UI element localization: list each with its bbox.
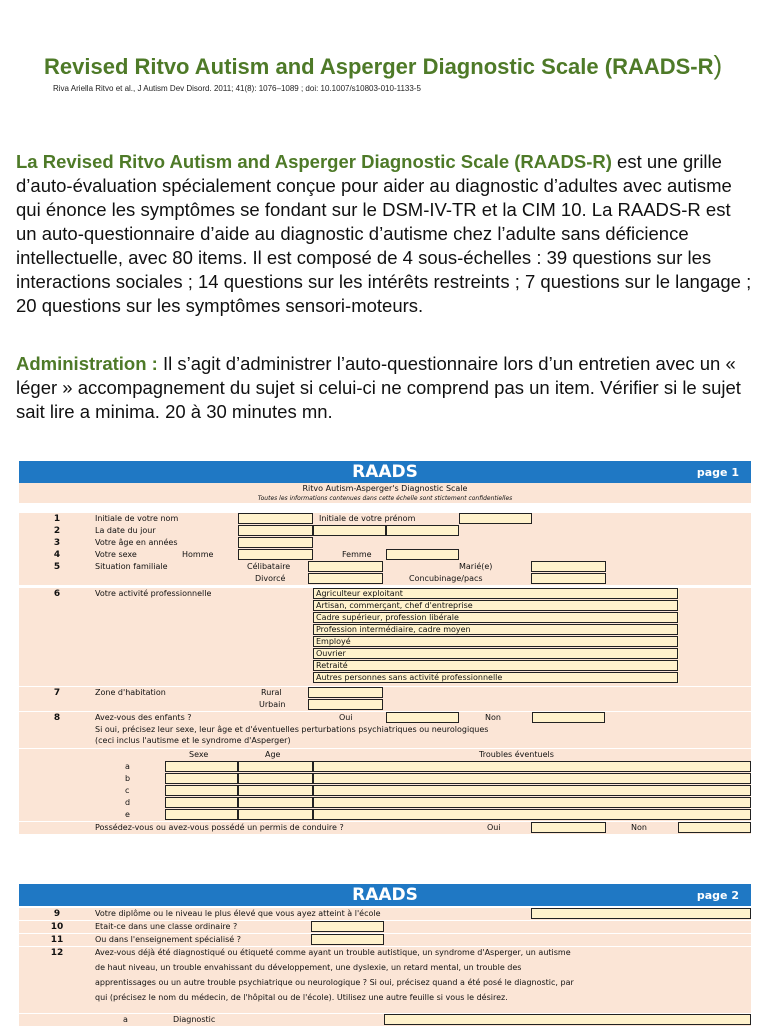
question-4-row (19, 549, 751, 561)
page-number: page 2 (696, 889, 739, 902)
option-label: Marié(e) (459, 562, 493, 571)
child-row (19, 785, 751, 797)
question-number: 7 (53, 688, 61, 698)
option-label: Oui (487, 823, 501, 832)
question-number: 9 (53, 909, 61, 919)
child-letter: e (125, 810, 130, 819)
profession-option-label: Artisan, commerçant, chef d'entreprise (316, 601, 473, 610)
question-8-details (19, 724, 751, 748)
enfants-oui-checkbox[interactable] (386, 712, 459, 723)
marie-checkbox[interactable] (531, 561, 606, 572)
profession-option-label: Employé (316, 637, 351, 646)
date-input[interactable] (238, 525, 313, 536)
enfants-non-checkbox[interactable] (532, 712, 605, 723)
option-label: Rural (261, 688, 282, 697)
question-label: Etait-ce dans une classe ordinaire ? (95, 922, 238, 931)
question-number: 5 (53, 562, 61, 572)
child-row (19, 797, 751, 809)
citation: Riva Ariella Ritvo et al., J Autism Dev Disord. 2011; 41(8): 1076–1089 ; doi: 10.1007/s10803-010-1133-5 (53, 84, 421, 93)
question-5-row (19, 561, 751, 573)
permis-non-checkbox[interactable] (678, 822, 751, 833)
age-input[interactable] (238, 537, 313, 548)
question-2-row (19, 525, 751, 537)
profession-option-label: Ouvrier (316, 649, 346, 658)
profession-option-label: Retraité (316, 661, 348, 670)
question-number: 10 (50, 922, 64, 932)
question-8-row (19, 712, 751, 724)
confidential-note: Toutes les informations contenues dans cette échelle sont stictement confidentielles (19, 494, 751, 503)
homme-checkbox[interactable] (238, 549, 313, 560)
children-table-header (19, 749, 751, 761)
option-label: Femme (342, 550, 372, 559)
profession-option[interactable] (313, 648, 678, 659)
question-detail: Si oui, précisez leur sexe, leur âge et d'éventuelles perturbations psychiatriques ou neurologiques (95, 725, 489, 734)
profession-option[interactable] (313, 612, 678, 623)
child-cell-input[interactable] (313, 797, 751, 808)
child-row (19, 773, 751, 785)
child-cell-input[interactable] (238, 761, 313, 772)
question-label: apprentissages ou un autre trouble psychiatrique ou neurologique ? Si oui, précisez quand a été posé le diagnostic, par (95, 978, 574, 987)
question-label: Initiale de votre nom (95, 514, 179, 523)
child-cell-input[interactable] (238, 797, 313, 808)
question-3-row (19, 537, 751, 549)
option-label: Homme (182, 550, 214, 559)
administration-label: Administration : (16, 353, 158, 374)
question-number: 8 (53, 713, 61, 723)
profession-option[interactable] (313, 660, 678, 671)
option-label: Célibataire (247, 562, 291, 571)
question-10-row (19, 921, 751, 933)
date-input[interactable] (313, 525, 386, 536)
profession-option[interactable] (313, 600, 678, 611)
enseignement-specialise-checkbox[interactable] (311, 934, 384, 945)
question-detail: (ceci inclus l'autisme et le syndrome d'Asperger) (95, 736, 291, 745)
child-cell-input[interactable] (313, 785, 751, 796)
child-row (19, 761, 751, 773)
child-cell-input[interactable] (165, 773, 238, 784)
option-label: Oui (339, 713, 353, 722)
profession-option-label: Agriculteur exploitant (316, 589, 403, 598)
permis-row (19, 822, 751, 834)
question-number: 2 (53, 526, 61, 536)
question-label: Avez-vous déjà été diagnostiqué ou étiqueté comme ayant un trouble autistique, un syndrome d'Asperger, un autisme (95, 948, 571, 957)
child-cell-input[interactable] (313, 761, 751, 772)
celibataire-checkbox[interactable] (308, 561, 383, 572)
divorce-checkbox[interactable] (308, 573, 383, 584)
child-cell-input[interactable] (238, 809, 313, 820)
question-label: Votre sexe (95, 550, 137, 559)
form-title: RAADS (352, 462, 418, 482)
form-page-2 (19, 884, 751, 1024)
intro-paragraph (16, 150, 756, 318)
question-6-row (19, 588, 751, 686)
profession-option-label: Profession intermédiaire, cadre moyen (316, 625, 471, 634)
question-label: Votre activité professionnelle (95, 589, 212, 598)
question-label: La date du jour (95, 526, 156, 535)
page-number: page 1 (696, 466, 739, 479)
urbain-checkbox[interactable] (308, 699, 383, 710)
question-12a-row (19, 1014, 751, 1026)
child-letter: d (125, 798, 131, 807)
date-input[interactable] (386, 525, 459, 536)
intro-highlight: La Revised Ritvo Autism and Asperger Diagnostic Scale (RAADS-R) (16, 151, 612, 172)
question-label: Possédez-vous ou avez-vous possédé un permis de conduire ? (95, 823, 344, 832)
option-label: Non (631, 823, 647, 832)
question-label: Initiale de votre prénom (319, 514, 416, 523)
administration-paragraph (16, 352, 756, 424)
permis-oui-checkbox[interactable] (531, 822, 606, 833)
question-number: 1 (53, 514, 61, 524)
option-label: Divorcé (255, 574, 286, 583)
form-page-1 (19, 461, 751, 837)
question-number: 12 (50, 948, 64, 958)
question-label: Avez-vous des enfants ? (95, 713, 192, 722)
question-number: 4 (53, 550, 61, 560)
child-cell-input[interactable] (165, 797, 238, 808)
question-5b-row (19, 573, 751, 585)
child-letter: a (125, 762, 130, 771)
classe-ordinaire-checkbox[interactable] (311, 921, 384, 932)
profession-option-label: Autres personnes sans activité professionnelle (316, 673, 503, 682)
question-label: qui (précisez le nom du médecin, de l'hôpital ou de l'école). Utilisez une autre feuille si vous le désirez. (95, 993, 508, 1002)
question-label: de haut niveau, un trouble envahissant du développement, une dyslexie, un retard mental, un trouble des (95, 963, 522, 972)
question-number: 6 (53, 589, 61, 599)
child-cell-input[interactable] (165, 761, 238, 772)
question-9-row (19, 908, 751, 920)
diagnostic-input[interactable] (384, 1014, 751, 1025)
prenom-initial-input[interactable] (459, 513, 532, 524)
child-row (19, 809, 751, 821)
option-label: Urbain (259, 700, 286, 709)
child-cell-input[interactable] (238, 773, 313, 784)
form-title: RAADS (352, 885, 418, 905)
column-header: Sexe (189, 750, 209, 759)
question-12-row (19, 947, 751, 1013)
question-7-row (19, 687, 751, 711)
child-letter: b (125, 774, 131, 783)
administration-text: Il s’agit d’administrer l’auto-questionnaire lors d’un entretien avec un « léger » accompagnement du sujet si celui-ci ne comprend pas un item. Vérifier si le sujet sait lire a minima. 20 à 30 minutes mn. (16, 353, 741, 422)
question-label: Diagnostic (173, 1015, 216, 1024)
item-letter: a (123, 1015, 128, 1024)
nom-initial-input[interactable] (238, 513, 313, 524)
form-header (19, 884, 751, 906)
column-header: Troubles éventuels (479, 750, 554, 759)
child-cell-input[interactable] (313, 773, 751, 784)
profession-option[interactable] (313, 588, 678, 599)
question-number: 11 (50, 935, 64, 945)
question-label: Zone d'habitation (95, 688, 166, 697)
diplome-input[interactable] (531, 908, 751, 919)
form-subtitle: Ritvo Autism-Asperger's Diagnostic Scale (19, 483, 751, 494)
question-11-row (19, 934, 751, 946)
rural-checkbox[interactable] (308, 687, 383, 698)
form-header (19, 461, 751, 483)
question-label: Votre diplôme ou le niveau le plus élevé que vous ayez atteint à l'école (95, 909, 381, 918)
profession-option-label: Cadre supérieur, profession libérale (316, 613, 459, 622)
option-label: Concubinage/pacs (409, 574, 483, 583)
child-cell-input[interactable] (165, 809, 238, 820)
question-number: 3 (53, 538, 61, 548)
femme-checkbox[interactable] (386, 549, 459, 560)
profession-option[interactable] (313, 636, 678, 647)
question-label: Votre âge en années (95, 538, 178, 547)
profession-option[interactable] (313, 624, 678, 635)
child-cell-input[interactable] (165, 785, 238, 796)
child-cell-input[interactable] (238, 785, 313, 796)
concubinage-checkbox[interactable] (531, 573, 606, 584)
question-label: Ou dans l'enseignement spécialisé ? (95, 935, 241, 944)
question-1-row (19, 513, 751, 525)
option-label: Non (485, 713, 501, 722)
profession-option[interactable] (313, 672, 678, 683)
child-letter: c (125, 786, 130, 795)
question-label: Situation familiale (95, 562, 168, 571)
child-cell-input[interactable] (313, 809, 751, 820)
intro-text: est une grille d’auto-évaluation spécialement conçue pour aider au diagnostic d’adultes avec autisme qui énonce les symptômes se fondant sur le DSM-IV-TR et la CIM 10. La RAADS-R est un auto-questionnaire d’aide au diagnostic d’autisme chez l’adulte sans déficience intellectuelle, avec 80 items. Il est composé de 4 sous-échelles : 39 questions sur les interactions sociales ; 14 questions sur les intérêts restreints ; 7 questions sur le langage ; 20 questions sur les symptômes sensori-moteurs. (16, 151, 752, 316)
column-header: Age (265, 750, 281, 759)
document-title: Revised Ritvo Autism and Asperger Diagnostic Scale (RAADS-R) (44, 50, 723, 80)
